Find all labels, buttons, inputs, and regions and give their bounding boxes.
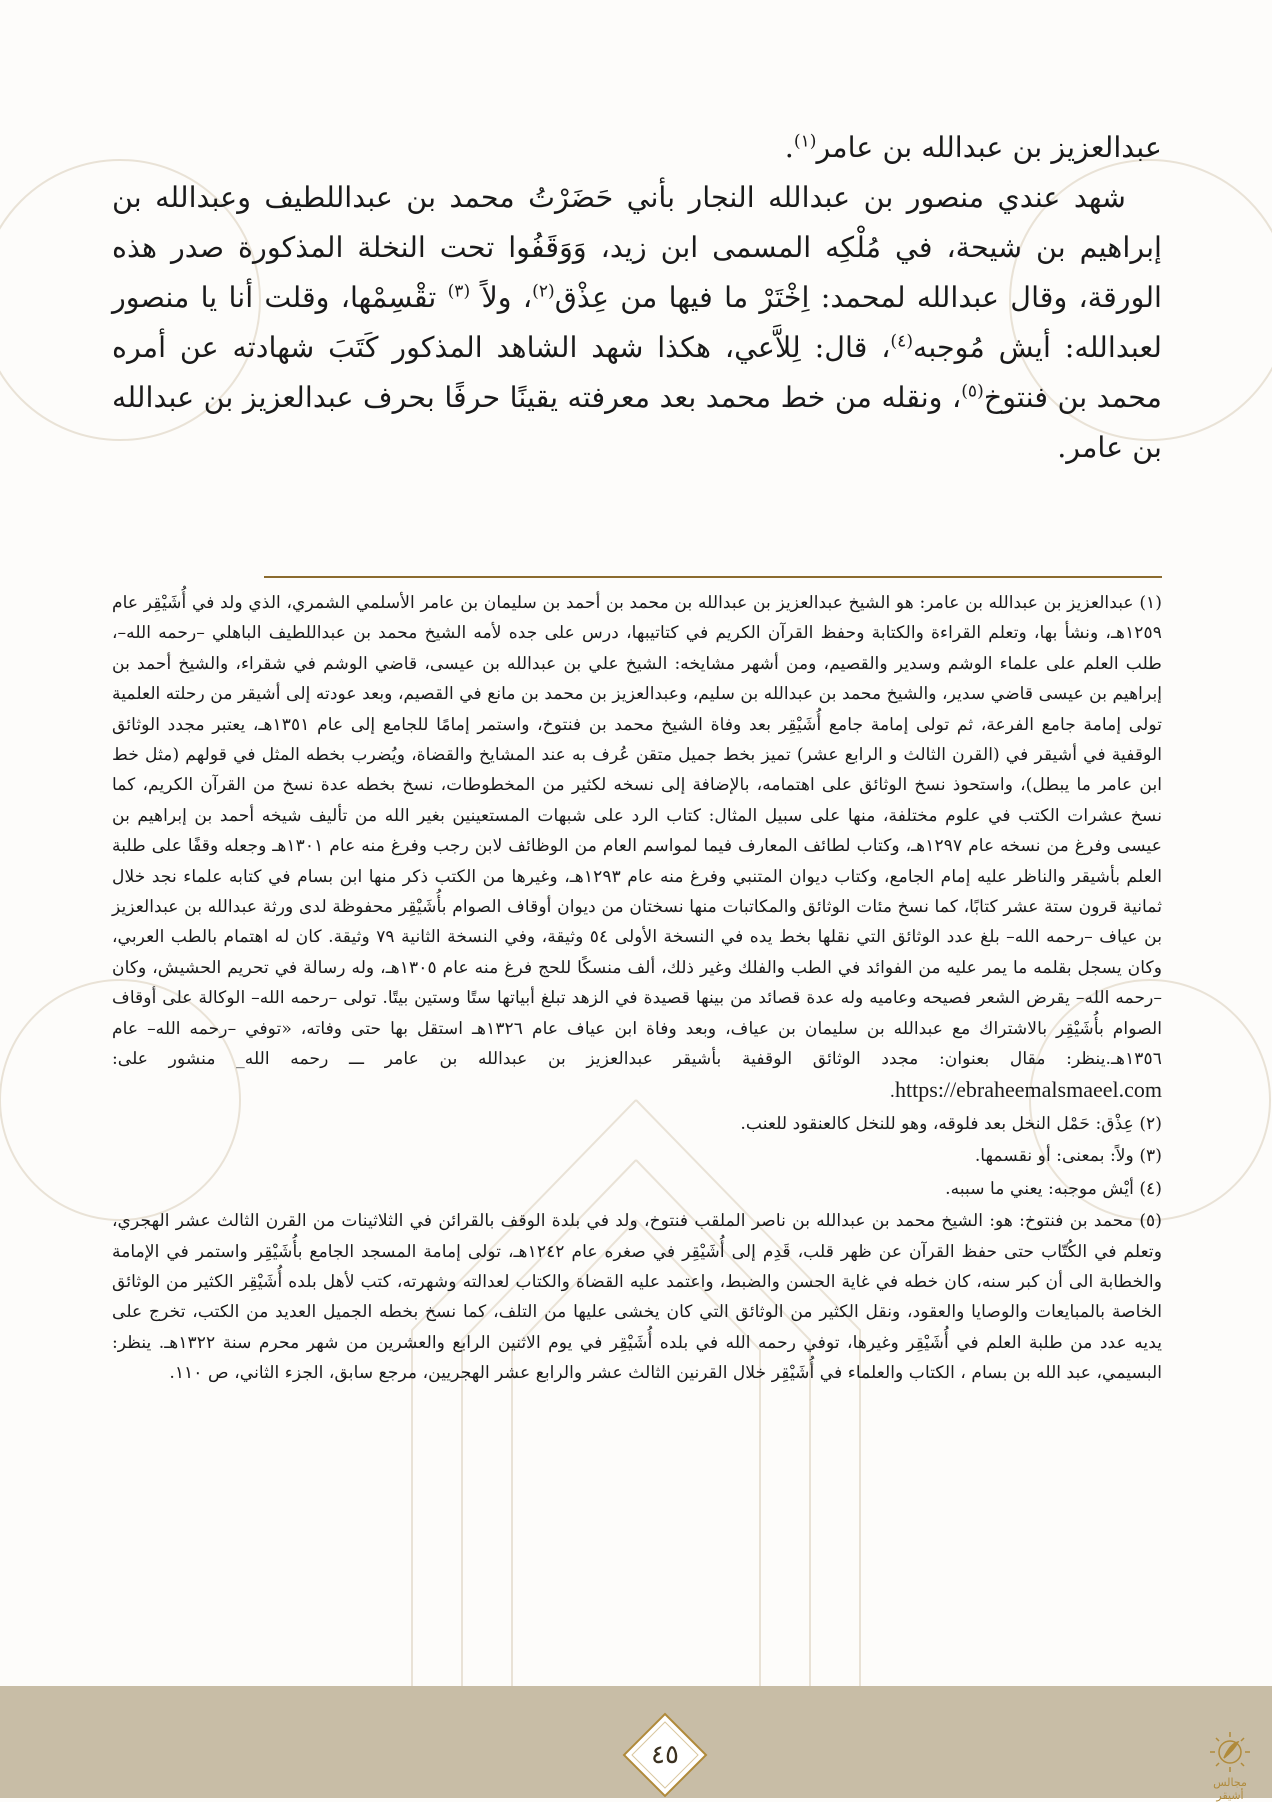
footnote-5: (٥) محمد بن فنتوخ: هو: الشيخ محمد بن عبدالله بن ناصر الملقب فنتوخ، ولد في بلدة الوقف بالقرائن في الثلاثينات من القرن الثالث عشر الهجري، وتعلم في الكُتّاب حتى حفظ القرآن عن ظهر قلب، قَدِم إلى أُشَيْقِر في صغره عام ١٢٤٢هـ، تولى إمامة المسجد الجامع بأُشَيْقِر واستمر في الإمامة والخطابة الى أن كبر سنه، كان خطه في غاية الحسن والضبط، واعتمد عليه القضاة والكتاب لعدالته وشهرته، كتب لأهل بلده أُشَيْقِر الكثير من الوثائق الخاصة بالمبايعات والوصايا والعقود، ونقل الكثير من الوثائق التي كان يخشى عليها من التلف، كما نسخ بخطه الجميل العديد من الكتب، تخرج على يديه عدد من طلبة العلم في أُشَيْقِر وغيرها، توفي رحمه الله في بلده أُشَيْقِر في يوم الاثنين الرابع والعشرين من شهر محرم سنة ١٣٢٢هـ. ينظر: البسيمي، عبد الله بن بسام ، الكتاب والعلماء في أُشَيْقِر خلال القرنين الثالث عشر والرابع عشر الهجريين، مرجع سابق، الجزء الثاني، ص ١١٠. <box>112 1211 1163 1384</box>
footnote-ref-5[interactable]: (٥) <box>961 381 984 402</box>
feather-sun-icon <box>1198 1726 1262 1776</box>
footnote-1-link[interactable]: https://ebraheemalsmaeel.com <box>895 1076 1162 1102</box>
footnote-ref-1[interactable]: (١) <box>793 131 817 152</box>
footnote-ref-3[interactable]: (٣) <box>447 281 471 302</box>
footnote-ref-2[interactable]: (٢) <box>532 281 555 302</box>
page-number-badge <box>622 1712 708 1798</box>
main-text <box>112 122 1162 472</box>
main-line-1: عبدالعزيز بن عبدالله بن عامر$^{(١)}$. <box>784 130 1162 164</box>
footnote-2: (٢) عِذْق: حَمْل النخل بعد فلوقه، وهو للنخل كالعنقود للعنب. <box>740 1113 1162 1134</box>
logo-text: مجالس أشيقر <box>1213 1776 1247 1802</box>
footnotes <box>112 588 1162 1389</box>
site-logo <box>1198 1726 1262 1802</box>
main-paragraph: شهد عندي منصور بن عبدالله النجار بأني حَضَرْتُ محمد بن عبداللطيف وعبدالله بن إبراهيم بن شيحة، في مُلْكِه المسمى ابن زيد، وَوَقَفُوا تحت النخلة المذكورة صدر هذه الورقة، وقال عبدالله لمحمد: اِخْتَرْ ما فيها من عِذْق$^{(٢)}$، ولاً $^{(٣)}$ تقْسِمْها، وقلت أنا يا منصور لعبدالله: أيش مُوجبه$^{(٤)}$، قال: لِلاَّعي، هكذا شهد الشاهد المذكور كَتَبَ شهادته عن أمره محمد بن فنتوخ$^{(٥)}$، ونقله من خط محمد بعد معرفته يقينًا حرفًا بحرف عبدالعزيز بن عبدالله بن عامر. <box>112 180 1162 464</box>
footnote-1: (١) عبدالعزيز بن عبدالله بن عامر: هو الشيخ عبدالعزيز بن عبدالله بن محمد بن أحمد بن سليمان بن عامر الأسلمي الشمري، الذي ولد في أُشَيْقِر عام ١٢٥٩هـ، ونشأ بها، وتعلم القراءة والكتابة وحفظ القرآن الكريم في كتاتيبها، درس على جده لأمه الشيخ محمد بن عبداللطيف الباهلي –رحمه الله–، طلب العلم على علماء الوشم وسدير والقصيم، ومن أشهر مشايخه: الشيخ علي بن عبدالله بن عيسى، قاضي الوشم في شقراء، والشيخ أحمد بن إبراهيم بن عيسى قاضي سدير، والشيخ محمد بن عبدالله بن سليم، وعبدالعزيز بن محمد بن مانع في القصيم، وبعد عودته إلى أشيقر من رحلته العلمية تولى إمامة جامع الفرعة، ثم تولى إمامة جامع أُشَيْقِر بعد وفاة الشيخ محمد بن فنتوخ، واستمر إمامًا للجامع إلى عام ١٣٥١هـ، يعتبر مجدد الوثائق الوقفية في أشيقر في (القرن الثالث و الرابع عشر) تميز بخط جميل متقن عُرف به عند المشايخ والقضاة، ويُضرب بخطه المثل في قولهم (مثل خط ابن عامر ما يبطل)، واستحوذ نسخ الوثائق على اهتمامه، بالإضافة إلى نسخه لكثير من المخطوطات، نسخ بخطه عدة نسخ من القرآن الكريم، كما نسخ عشرات الكتب في علوم مختلفة، منها على سبيل المثال: كتاب الرد على شبهات المستعينين بغير الله من تأليف شيخه أحمد بن إبراهيم بن عيسى وفرغ من نسخه عام ١٢٩٧هـ، وكتاب لطائف المعارف فيما لمواسم العام من الوظائف لابن رجب وفرغ منه عام ١٣٠١هـ وجعله وقفًا على طلبة العلم بأشيقر والناظر عليه إمام الجامع، وكتاب ديوان المتنبي وفرغ منه عام ١٢٩٣هـ، وغيرها من الكتب ذكر منها ابن بسام في كتابه علماء نجد خلال ثمانية قرون ستة عشر كتابًا، كما نسخ مئات الوثائق والمكاتبات منها نسختان من ديوان أوقاف الصوام بأُشَيْقِر محفوظة لدى ورثة عبدالله بن عبدالعزيز بن عياف –رحمه الله– بلغ عدد الوثائق التي نقلها بخط يده في النسخة الأولى ٥٤ وثيقة، وفي النسخة الثانية ٧٩ وثيقة. كان له اهتمام بالطب العربي، وكان يسجل بقلمه ما يمر عليه من الفوائد في الطب والفلك وغير ذلك، ألف منسكًا للحج فرغ منه عام ١٣٠٥هـ، وله رسالة في تحريم الحشيش، وكان –رحمه الله– يقرض الشعر فصيحه وعاميه وله عدة قصائد من بينها قصيدة في الزهد تبلغ أبياتها ستًا وستين بيتًا. تولى –رحمه الله– الوكالة على أوقاف الصوام بأُشَيْقِر بالاشتراك مع عبدالله بن سليمان بن عياف، وبعد وفاة ابن عياف عام ١٣٢٦هـ استقل بها حتى وفاته، «توفي –رحمه الله– عام ١٣٥٦هـ.ينظر: مقال بعنوان: مجدد الوثائق الوقفية بأشيقر عبدالعزيز بن عبدالله بن عامر ـــ رحمه الله_ منشور على: https://ebraheemalsmaeel.com. <box>112 593 1162 1102</box>
footnote-divider <box>264 576 1162 578</box>
footnote-ref-4[interactable]: (٤) <box>890 331 914 352</box>
page-number: ٤٥ <box>651 1740 679 1770</box>
footnote-3: (٣) ولاً: بمعنى: أو نقسمها. <box>974 1146 1162 1167</box>
footnote-4: (٤) أيْش موجبه: يعني ما سببه. <box>945 1178 1162 1199</box>
